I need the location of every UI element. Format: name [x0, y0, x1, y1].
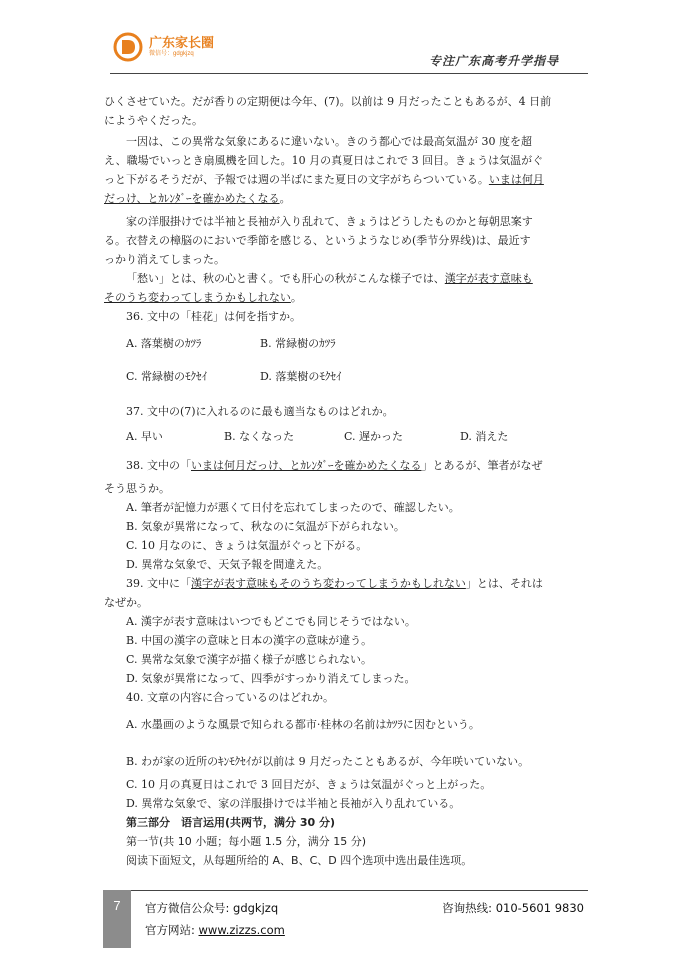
- option-d: D. 落葉樹のﾓｸｾｲ: [260, 370, 342, 383]
- option-d: D. 異常な気象で、天気予報を間違えた。: [126, 558, 329, 571]
- underlined-phrase: いまは何月だっけ、とｶﾚﾝﾀﾞｰを確かめたくなる: [191, 459, 422, 472]
- question-38: 38. 文中の「いまは何月だっけ、とｶﾚﾝﾀﾞｰを確かめたくなる」とあるが、筆者がなぜ: [126, 459, 543, 472]
- header-divider: [110, 73, 588, 74]
- logo-wechat-id: 微信号：gdgkjzq: [149, 51, 194, 57]
- website-link[interactable]: www.zizzs.com: [198, 923, 285, 937]
- option-c: C. 10 月の真夏日はこれで 3 回目だが、きょうは気温がぐっと上がった。: [126, 778, 492, 791]
- passage-line: ひくさせていた。だが香りの定期便は今年、(7)。以前は 9 月だったこともあるが、4 日前: [104, 95, 552, 108]
- footer-divider: [131, 890, 588, 891]
- passage-line: っかり消えてしまった。: [104, 253, 225, 266]
- option-a: A. 落葉樹のｶﾂﾗ: [126, 337, 202, 350]
- section-title: 第三部分 语言运用(共两节，满分 30 分): [126, 816, 336, 829]
- question-37-options: [104, 427, 588, 446]
- underlined-phrase: そのうち変わってしまうかもしれない: [104, 291, 291, 304]
- passage-line: る。衣替えの樟脳のにおいで季節を感じる、というようなじめ(季节分界线)は、最近す: [104, 234, 531, 247]
- option-d: D. 気象が異常になって、四季がすっかり消えてしまった。: [126, 672, 416, 685]
- section-instruction: 阅读下面短文，从每题所给的 A、B、C、D 四个选项中选出最佳选项。: [126, 854, 473, 867]
- option-b: B. 中国の漢字の意味と日本の漢字の意味が違う。: [126, 634, 373, 647]
- passage-line: だっけ、とｶﾚﾝﾀﾞｰを確かめたくなる。: [104, 192, 291, 205]
- footer-website: 官方网站: www.zizzs.com: [145, 923, 285, 937]
- question-36: 36. 文中の「桂花」は何を指すか。: [126, 310, 301, 323]
- passage-line: にようやくだった。: [104, 114, 203, 127]
- question-40: 40. 文章の内容に合っているのはどれか。: [126, 691, 334, 704]
- option-c: C. 常緑樹のﾓｸｾｲ: [126, 370, 208, 383]
- section-subtitle: 第一节(共 10 小题；每小题 1.5 分，满分 15 分): [126, 835, 367, 848]
- question-39-cont: なぜか。: [104, 596, 148, 609]
- question-37: 37. 文中の(7)に入れるのに最も適当なものはどれか。: [126, 405, 394, 418]
- underlined-phrase: 漢字が表す意味も: [444, 272, 533, 285]
- option-c: C. 異常な気象で漢字が描く様子が感じられない。: [126, 653, 373, 666]
- question-38-cont: そう思うか。: [104, 482, 170, 495]
- underlined-phrase: いまは何月: [488, 173, 544, 186]
- question-39: 39. 文中に「漢字が表す意味もそのうち変わってしまうかもしれない」とは、それは: [126, 577, 543, 590]
- page-header: [0, 0, 691, 80]
- option-a: A. 水墨画のような風景で知られる都市·桂林の名前はｶﾂﾗに因むという。: [126, 718, 480, 731]
- option-a: A. 漢字が表す意味はいつでもどこでも同じそうではない。: [126, 615, 416, 628]
- footer-wechat: 官方微信公众号: gdgkjzq: [145, 901, 279, 915]
- option-c: C. 遅かった: [344, 430, 404, 443]
- page-number: 7: [103, 890, 131, 948]
- option-d: D. 異常な気象で、家の洋服掛けでは半袖と長袖が入り乱れている。: [126, 797, 461, 810]
- option-b: B. 気象が異常になって、秋なのに気温が下がられない。: [126, 520, 405, 533]
- logo-name: 广东家长圈: [149, 35, 215, 50]
- logo: [113, 32, 214, 62]
- option-b: B. なくなった: [224, 430, 295, 443]
- document-body: [104, 92, 588, 870]
- underlined-phrase: 漢字が表す意味もそのうち変わってしまうかもしれない: [191, 577, 466, 590]
- question-36-options: [104, 367, 588, 386]
- question-36-options: [104, 334, 588, 353]
- passage-line: っと下がるそうだが、予報では週の半ばにまた夏日の文字がちらついている。いまは何月: [104, 173, 544, 186]
- header-slogan: 专注广东高考升学指导: [428, 54, 559, 68]
- option-d: D. 消えた: [460, 430, 509, 443]
- passage-line: 一因は、この異常な気象にあるに違いない。きのう都心では最高気温が 30 度を超: [126, 135, 532, 148]
- footer-hotline: 咨询热线: 010-5601 9830: [442, 901, 584, 915]
- option-a: A. 筆者が記憶力が悪くて日付を忘れてしまったので、確認したい。: [126, 501, 460, 514]
- passage-line: そのうち変わってしまうかもしれない。: [104, 291, 302, 304]
- passage-line: 「愁い」とは、秋の心と書く。でも肝心の秋がこんな様子では、漢字が表す意味も: [126, 272, 533, 285]
- option-a: A. 早い: [126, 430, 163, 443]
- option-b: B. わが家の近所のｷﾝﾓｸｾｲが以前は 9 月だったこともあるが、今年咲いていない。: [126, 755, 530, 768]
- passage-line: 家の洋服掛けでは半袖と長袖が入り乱れて、きょうはどうしたものかと毎朝思案す: [126, 215, 533, 228]
- option-b: B. 常緑樹のｶﾂﾗ: [260, 337, 336, 350]
- page-footer: [103, 890, 588, 950]
- underlined-phrase: だっけ、とｶﾚﾝﾀﾞｰを確かめたくなる: [104, 192, 280, 205]
- passage-line: え、職場でいっとき扇風機を回した。10 月の真夏日はこれで 3 回目。きょうは気温がぐ: [104, 154, 544, 167]
- logo-mark-icon: [113, 32, 143, 62]
- option-c: C. 10 月なのに、きょうは気温がぐっと下がる。: [126, 539, 368, 552]
